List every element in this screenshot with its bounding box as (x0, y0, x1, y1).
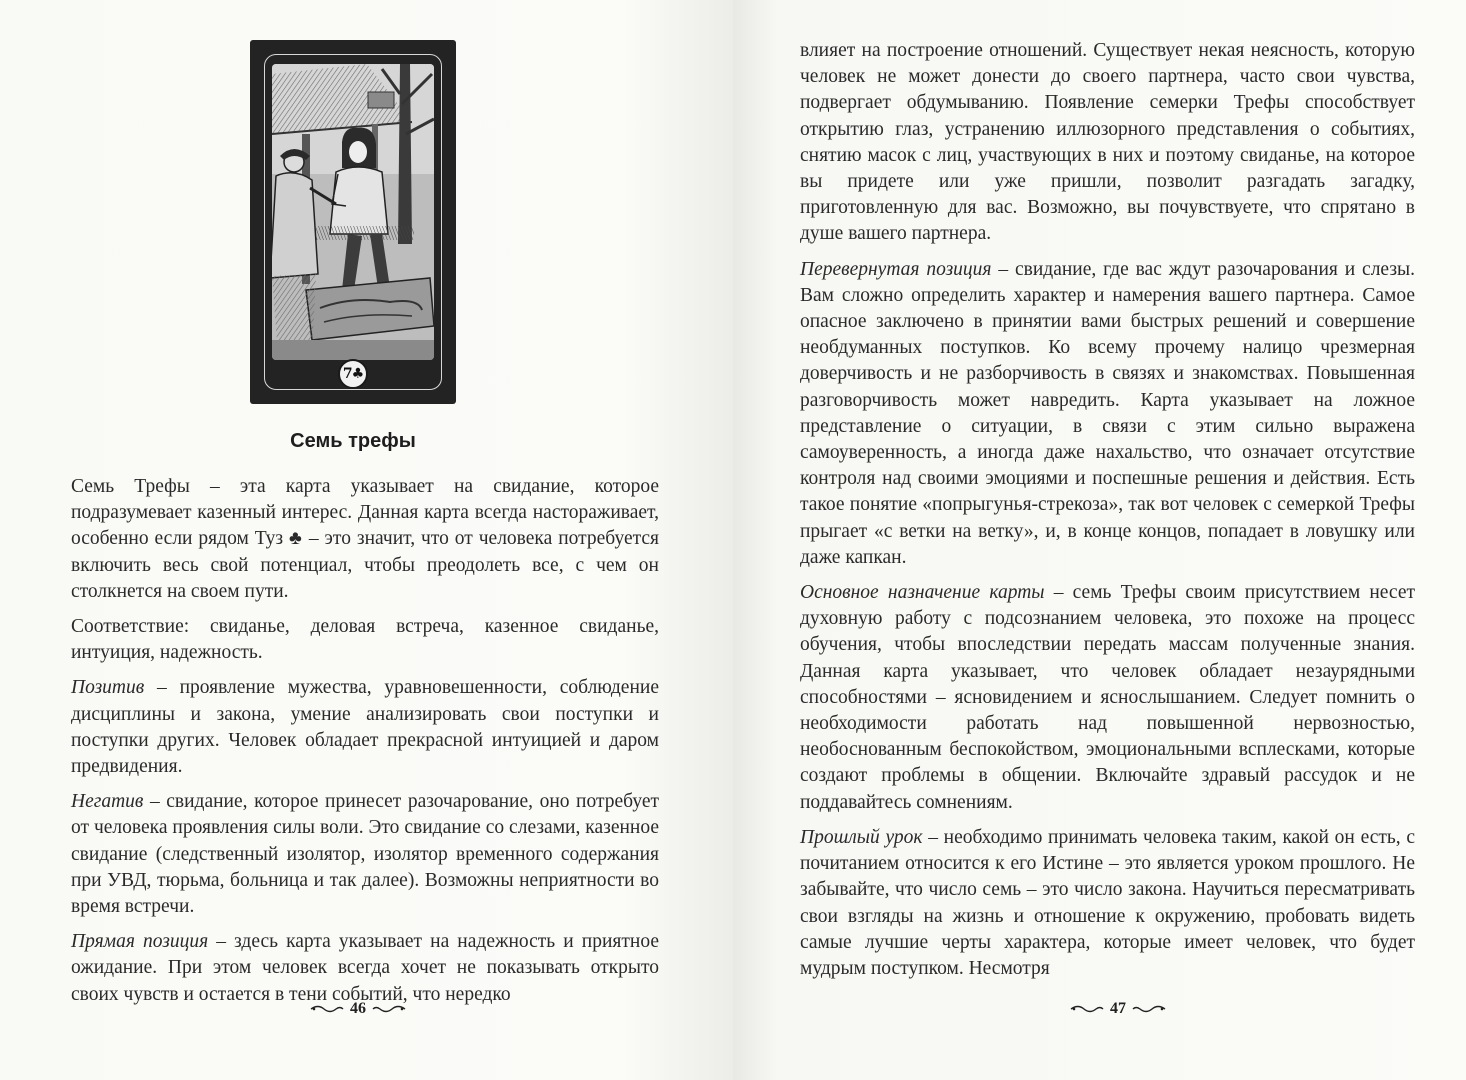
paragraph (71, 474, 659, 605)
paragraph-text: – семь Трефы своим присутствием несет духовную работу с подсознанием человека, это похоже на процесс обучения, чтобы впоследствии передать массам полученные знания. Данная карта указывает, что человек обладает незаурядными способностями – ясновидением и яснослышанием. Следует помнить о необходимости работать над повышенной нервозностью, необоснованным беспокойством, эмоциональными всплесками, которые создают проблемы в общении. Включайте здравый рассудок и не поддавайтесь сомнениям. (800, 582, 1415, 813)
paragraph-lead: Прямая позиция (71, 931, 209, 953)
flourish-ornament-icon (310, 1004, 344, 1014)
paragraph-text: – необходимо принимать человека таким, какой он есть, с почитанием относится к его Истине – это является уроком прошлого. Не забывайте, что число семь – это число закона. Научиться пересматривать свои взгляды на жизнь и отношение к окружению, пробовать видеть самые лучшие черты характера, которые имеет человек, что будет мудрым поступком. Несмотря (800, 826, 1416, 979)
paragraph (71, 675, 659, 780)
flourish-ornament-icon (1070, 1004, 1104, 1014)
paragraph-lead: Негатив (71, 791, 144, 813)
playing-card (250, 40, 456, 404)
paragraph-text: Соответствие: свиданье, деловая встреча, казенное свиданье, интуиция, надежность. (71, 616, 659, 664)
paragraph (800, 257, 1415, 571)
paragraph (800, 580, 1415, 816)
paragraph (800, 38, 1415, 248)
card-illustration (272, 64, 434, 360)
paragraph-text: – здесь карта указывает на надежность и приятное ожидание. При этом человек всегда хочет не показывать открыто своих чувств и остается в тени событий, что нередко (71, 931, 659, 1005)
paragraph-lead: Прошлый урок (800, 826, 923, 848)
paragraph-text: – свидание, где вас ждут разочарования и слезы. Вам сложно определить характер и намерения вашего партнера. Самое опасное заключено в принятии вами быстрых решений и совершение необдуманных поступков. Ко всему прочему налицо чрезмерная доверчивость и не разборчивость в связях и знакомствах. Повышенная разговорчивость может навредить. Карта указывает на ложное представление о ситуации, в связи с этим сильно выражена самоуверенность, а иногда даже нахальство, что означает отсутствие контроля над своими эмоциями и поспешные решения и действия. Есть такое понятие «попрыгунья-стрекоза», так вот человек с семеркой Трефы прыгает «с ветки на ветку», и, в конце концов, попадает в ловушку или даже капкан. (800, 258, 1416, 568)
flourish-ornament-icon (1132, 1004, 1166, 1014)
flourish-ornament-icon (372, 1004, 406, 1014)
paragraph (800, 825, 1415, 982)
page-number-left (310, 1000, 406, 1018)
right-body-text (800, 38, 1415, 991)
paragraph-lead: Перевернутая позиция (800, 258, 992, 280)
paragraph (71, 929, 659, 1008)
paragraph-text: – проявление мужества, уравновешенности, соблюдение дисциплины и закона, умение анализировать свои поступки и поступки других. Человек обладает прекрасной интуицией и даром предвидения. (71, 677, 659, 778)
card-suit-badge: 7♣ (338, 359, 368, 389)
paragraph (71, 789, 659, 920)
paragraph-text: – свидание, которое принесет разочарование, оно потребует от человека проявления силы воли. Это свидание со слезами, казенное свидание (следственный изолятор, изолятор временного содержания при УВД, тюрьма, больница и так далее). Возможны неприятности во время встречи. (71, 791, 659, 918)
page-number-right (1070, 1000, 1166, 1018)
page-number: 46 (350, 1000, 366, 1017)
paragraph (71, 614, 659, 666)
paragraph-lead: Позитив (71, 677, 145, 699)
paragraph-text: влияет на построение отношений. Существует некая неясность, которую человек не может донести до своего партнера, часто свои чувства, подвергает обдумыванию. Появление семерки Трефы способствует открытию глаз, устранению иллюзорного представления о событиях, снятию масок с лиц, участвующих в них и поэтому свиданье, на которое вы придете или уже пришли, позволит разгадать загадку, приготовленную для вас. Возможно, вы почувствуете, что спрятано в душе вашего партнера. (800, 40, 1415, 245)
paragraph-lead: Основное назначение карты (800, 582, 1045, 604)
left-body-text (71, 474, 659, 1017)
paragraph-text: Семь Трефы – эта карта указывает на свидание, которое подразумевает казенный интерес. Данная карта всегда настораживает, особенно если рядом Туз ♣ – это значит, что от человека потребуется включить весь свой потенциал, чтобы преодолеть все, с чем он столкнется на своем пути. (71, 476, 659, 602)
card-title: Семь трефы (290, 430, 416, 452)
page-number: 47 (1110, 1000, 1126, 1017)
